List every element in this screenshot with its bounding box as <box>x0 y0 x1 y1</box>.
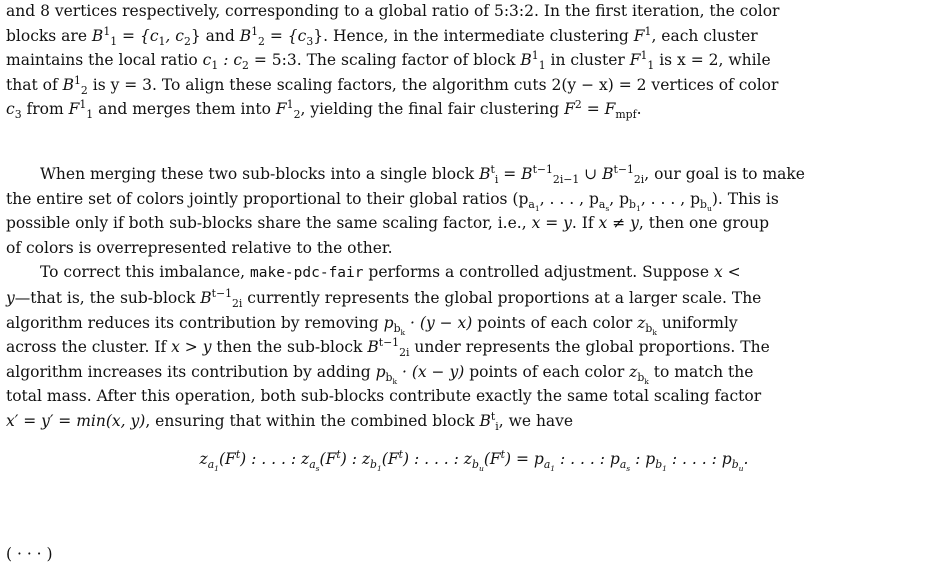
math-symbol: c <box>6 100 15 119</box>
text-span: the entire set of colors jointly proportional to their global ratios (p <box>6 189 529 208</box>
text-span: , yielding the final fair clustering <box>300 100 565 119</box>
math-symbol: F <box>633 26 645 45</box>
equation-text: $z_{a_1}(F^t)$ : . . . : $z_{a_s}(F^t)$ : $z_{b_1}(F^t)$ : . . . : $z_{b_u}(F^t) = p_{a_1}$ : . . . : $p_{a_s}$ : $p_{b_1}$ : . . . : $p_{b_u}$. <box>199 447 749 473</box>
text-span: under represents the global proportions. The <box>409 338 770 357</box>
math-expr: = B <box>498 164 533 183</box>
text-span: possible only if both sub-blocks share the same scaling factor, i.e., <box>6 214 532 233</box>
math-symbol: B <box>239 26 252 45</box>
math-symbol: p <box>383 313 394 332</box>
text-span: blocks are <box>6 26 92 45</box>
math-symbol: F <box>564 100 575 119</box>
text-span: , then one group <box>638 214 770 233</box>
math-expr: x′ = y′ = min(x, y) <box>6 411 146 430</box>
text-span: maintains the local ratio <box>6 51 203 70</box>
text-span: , our goal is to make <box>644 164 805 183</box>
math-expr: · (x − y) <box>397 362 465 381</box>
math-expr: = {c <box>264 26 307 45</box>
math-symbol: B <box>91 26 104 45</box>
math-symbol: c <box>202 51 212 70</box>
truncated-line: ( · · · ) <box>6 545 53 563</box>
text-span: to match the <box>648 362 754 381</box>
math-expr: x > y <box>171 338 212 357</box>
text-span: across the cluster. If <box>6 338 172 357</box>
math-expr: x = y <box>531 214 572 233</box>
text-span: is x = 2, while <box>654 51 771 70</box>
text-span: = 5:3. The scaling factor of block <box>248 51 521 70</box>
math-symbol: z <box>629 362 638 381</box>
math-symbol: p <box>375 362 386 381</box>
text-span: from <box>21 100 69 119</box>
display-equation <box>6 447 942 473</box>
text-span: , . . . , p <box>640 189 701 208</box>
math-expr: = F <box>581 100 616 119</box>
math-symbol: B <box>520 51 532 70</box>
text-span: —that is, the sub-block <box>14 288 201 307</box>
text-span: and merges them into <box>93 100 276 119</box>
math-expr: x ≠ y <box>598 214 639 233</box>
text-span: , each cluster <box>651 26 758 45</box>
math-expr: ∪ B <box>579 164 614 183</box>
math-expr: = {c <box>117 26 159 45</box>
math-symbol: B <box>62 75 74 94</box>
text-span: points of each color <box>472 313 638 332</box>
text-span: uniformly <box>656 313 738 332</box>
math-symbol: B <box>479 411 491 430</box>
code-identifier: make-pdc-fair <box>250 265 364 282</box>
text-span: , we have <box>498 411 574 430</box>
text-span: of colors is overrepresented relative to the other. <box>6 238 393 257</box>
text-span: algorithm increases its contribution by adding <box>6 362 376 381</box>
text-span: algorithm reduces its contribution by removing <box>6 313 384 332</box>
math-symbol: F <box>275 100 287 119</box>
text-span: When merging these two sub-blocks into a single block <box>40 164 480 183</box>
math-symbol: F <box>68 100 80 119</box>
paragraph-example: and 8 vertices respectively, corresponding to a global ratio of 5:3:2. In the first iteration, the color blocks are $B^1_1 = \{c_1$, $c_2$} and $B^1_2 = \{c_3\}$. Hence, in the intermediate clustering $F^1$, each cluster maintains the local ratio $c_1$ : $c_2$ = 5:3. The scaling factor of block $B^1_1$ in cluster $F^1_1$ is x = 2, while that of $B^1_2$ is y = 3. To align these scaling factors, the algorithm cuts 2(y − x) = 2 vertices of color $c_3$ from $F^1_1$ and merges them into $F^1_2$, yielding the final fair clustering $F^2 = F_{mpf}$. <box>6 2 780 122</box>
text-span: , p <box>609 189 630 208</box>
text-line: and 8 vertices respectively, corresponding to a global ratio of 5:3:2. In the first iteration, the color <box>6 2 780 20</box>
text-span: points of each color <box>464 362 630 381</box>
math-expr: , c <box>165 26 184 45</box>
text-span: then the sub-block <box>211 338 368 357</box>
math-symbol: z <box>637 313 646 332</box>
math-symbol: F <box>629 51 641 70</box>
math-expr: x < <box>713 263 741 282</box>
math-symbol: B <box>200 288 212 307</box>
paragraph-merging: When merging these two sub-blocks into a single block $B^t_i = B^{t-1}_{2i-1}$ ∪ $B^{t-1}_{2i}$, our goal is to make the entire set of colors jointly proportional to their global ratios ($p_{a_1}$, . . . , $p_{a_s}$, $p_{b_1}$, . . . , $p_{b_u}$). This is possible only if both sub-blocks share the same scaling factor, i.e., x = y. If x ≠ y, then one group of colors is overrepresented relative to the other. <box>6 162 805 257</box>
text-span: ). This is <box>711 189 779 208</box>
text-span: }. Hence, in the intermediate clustering <box>313 26 634 45</box>
text-span: currently represents the global proportions at a larger scale. The <box>242 288 762 307</box>
math-symbol: B <box>479 164 491 183</box>
text-span: total mass. After this operation, both sub-blocks contribute exactly the same total scaling factor <box>6 387 762 406</box>
text-span: . <box>636 100 642 119</box>
math-expr: : c <box>218 51 243 70</box>
math-symbol: y <box>6 288 15 307</box>
math-symbol: B <box>367 338 379 357</box>
text-span: . If <box>571 214 599 233</box>
text-span: in cluster <box>545 51 630 70</box>
text-span: To correct this imbalance, <box>40 263 250 282</box>
paragraph-correction: To correct this imbalance, make-pdc-fair performs a controlled adjustment. Suppose x < y—that is, the sub-block $B^{t-1}_{2i}$ currently represents the global proportions at a larger scale. The algorithm reduces its contribution by removing $p_{b_k} \cdot (y - x)$ points of each color $z_{b_k}$ uniformly across the cluster. If x > y then the sub-block $B^{t-1}_{2i}$ under represents the global proportions. The algorithm increases its contribution by adding $p_{b_k} \cdot (x - y)$ points of each color $z_{b_k}$ to match the total mass. After this operation, both sub-blocks contribute exactly the same total scaling factor x′ = y′ = min(x, y), ensuring that within the combined block $B^t_i$, we have <box>6 263 770 433</box>
text-span: that of <box>6 75 63 94</box>
text-span: } and <box>190 26 240 45</box>
text-span: , ensuring that within the combined block <box>145 411 480 430</box>
text-span: performs a controlled adjustment. Suppose <box>363 263 714 282</box>
text-span: is y = 3. To align these scaling factors, the algorithm cuts 2(y − x) = 2 vertices of color <box>87 75 779 94</box>
math-expr: · (y − x) <box>405 313 473 332</box>
text-span: , . . . , p <box>539 189 599 208</box>
